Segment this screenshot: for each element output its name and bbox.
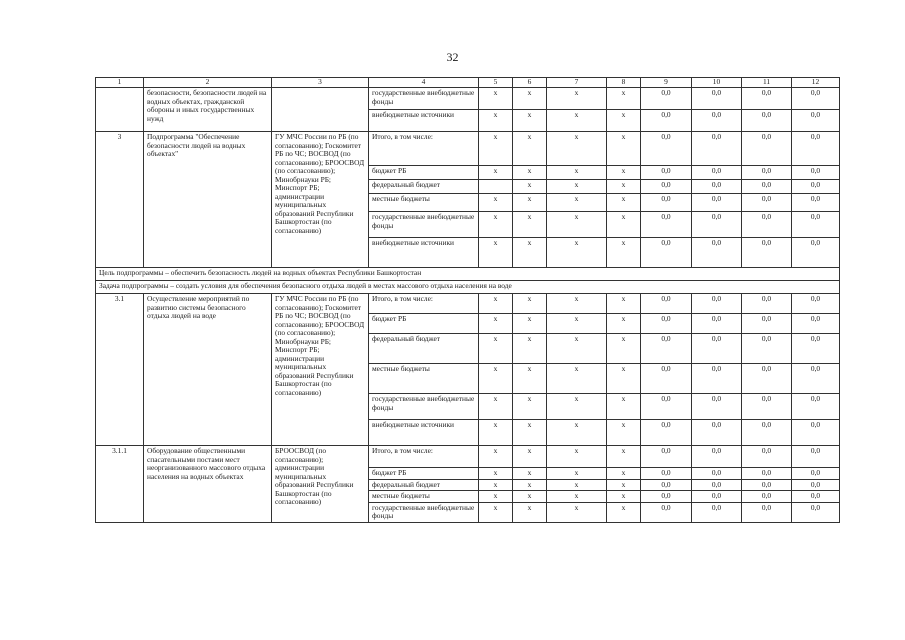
value-cell: x xyxy=(607,420,641,446)
value-cell: x xyxy=(547,420,607,446)
value-cell: 0,0 xyxy=(692,294,742,314)
value-cell: x xyxy=(607,294,641,314)
value-cell: 0,0 xyxy=(742,212,792,238)
value-cell: x xyxy=(547,166,607,180)
value-cell: x xyxy=(607,180,641,194)
value-cell: x xyxy=(607,110,641,132)
value-cell: 0,0 xyxy=(692,166,742,180)
funding-source-cell: местные бюджеты xyxy=(369,491,479,503)
value-cell: x xyxy=(513,88,547,110)
funding-source-cell: бюджет РБ xyxy=(369,166,479,180)
value-cell: x xyxy=(547,314,607,334)
value-cell: 0,0 xyxy=(641,420,692,446)
value-cell: x xyxy=(607,364,641,394)
value-cell: 0,0 xyxy=(792,364,840,394)
subprogram-goal: Цель подпрограммы – обеспечить безопасность людей на водных объектах Республики Башкортостан xyxy=(96,268,840,281)
funding-source-cell: внебюджетные источники xyxy=(369,238,479,268)
funding-source-cell: местные бюджеты xyxy=(369,364,479,394)
value-cell: 0,0 xyxy=(742,394,792,420)
funding-source-cell: федеральный бюджет xyxy=(369,479,479,491)
value-cell: 0,0 xyxy=(692,502,742,522)
value-cell: 0,0 xyxy=(792,314,840,334)
value-cell: x xyxy=(547,180,607,194)
page-number: 32 xyxy=(446,50,459,64)
table-row xyxy=(96,446,840,468)
value-cell: x xyxy=(513,212,547,238)
funding-source-cell: внебюджетные источники xyxy=(369,420,479,446)
value-cell: x xyxy=(547,468,607,480)
value-cell: x xyxy=(513,110,547,132)
value-cell: 0,0 xyxy=(742,479,792,491)
value-cell: x xyxy=(607,468,641,480)
value-cell: x xyxy=(513,394,547,420)
value-cell: x xyxy=(547,238,607,268)
funding-source-cell: Итого, в том числе: xyxy=(369,132,479,166)
value-cell: 0,0 xyxy=(742,364,792,394)
value-cell: 0,0 xyxy=(742,446,792,468)
value-cell: 0,0 xyxy=(692,194,742,212)
value-cell: x xyxy=(513,364,547,394)
value-cell: x xyxy=(513,194,547,212)
value-cell: 0,0 xyxy=(641,468,692,480)
value-cell: 0,0 xyxy=(641,132,692,166)
subprogram-task: Задача подпрограммы – создать условия для обеспечения безопасного отдыха людей в местах массового отдыха населения на воде xyxy=(96,281,840,294)
value-cell: 0,0 xyxy=(792,132,840,166)
activity-name-cell: Подпрограмма "Обеспечение безопасности людей на водных объектах" xyxy=(144,132,272,268)
value-cell: x xyxy=(513,491,547,503)
value-cell: x xyxy=(607,166,641,180)
value-cell: 0,0 xyxy=(641,194,692,212)
value-cell: x xyxy=(513,314,547,334)
value-cell: 0,0 xyxy=(641,88,692,110)
value-cell: x xyxy=(479,314,513,334)
value-cell: x xyxy=(607,314,641,334)
value-cell: x xyxy=(607,502,641,522)
value-cell: 0,0 xyxy=(641,479,692,491)
value-cell: x xyxy=(607,132,641,166)
value-cell: 0,0 xyxy=(641,212,692,238)
executor-cell xyxy=(272,88,369,132)
value-cell: 0,0 xyxy=(692,314,742,334)
value-cell: x xyxy=(513,446,547,468)
value-cell: x xyxy=(607,491,641,503)
value-cell: 0,0 xyxy=(692,420,742,446)
value-cell: 0,0 xyxy=(641,364,692,394)
header-cell: 7 xyxy=(547,78,607,88)
activity-name-cell: безопасности, безопасности людей на водных объектах, гражданской обороны и иных государственных нужд xyxy=(144,88,272,132)
funding-source-cell: государственные внебюджетные фонды xyxy=(369,88,479,110)
value-cell: x xyxy=(607,334,641,364)
value-cell: 0,0 xyxy=(692,394,742,420)
activity-name-cell: Осуществление мероприятий по развитию системы безопасного отдыха людей на воде xyxy=(144,294,272,446)
value-cell: 0,0 xyxy=(792,502,840,522)
header-cell: 12 xyxy=(792,78,840,88)
funding-source-cell: внебюджетные источники xyxy=(369,110,479,132)
table-row xyxy=(96,132,840,166)
value-cell: x xyxy=(479,110,513,132)
row-number-cell: 3.1.1 xyxy=(96,446,144,523)
value-cell: 0,0 xyxy=(641,314,692,334)
value-cell: x xyxy=(547,394,607,420)
value-cell: x xyxy=(607,479,641,491)
value-cell: 0,0 xyxy=(641,446,692,468)
table-row xyxy=(96,294,840,314)
value-cell: x xyxy=(513,180,547,194)
value-cell: x xyxy=(479,491,513,503)
value-cell: 0,0 xyxy=(641,166,692,180)
value-cell: 0,0 xyxy=(792,110,840,132)
funding-source-cell: федеральный бюджет xyxy=(369,334,479,364)
value-cell: x xyxy=(547,294,607,314)
value-cell: x xyxy=(547,334,607,364)
value-cell: 0,0 xyxy=(792,446,840,468)
value-cell: x xyxy=(547,110,607,132)
value-cell: 0,0 xyxy=(742,491,792,503)
value-cell: x xyxy=(607,212,641,238)
row-number-cell xyxy=(96,88,144,132)
value-cell: 0,0 xyxy=(692,446,742,468)
value-cell: x xyxy=(547,491,607,503)
table-body xyxy=(96,78,840,523)
value-cell: x xyxy=(513,479,547,491)
value-cell: 0,0 xyxy=(692,364,742,394)
value-cell: 0,0 xyxy=(742,166,792,180)
header-cell: 3 xyxy=(272,78,369,88)
header-row xyxy=(96,78,840,88)
value-cell: 0,0 xyxy=(742,110,792,132)
value-cell: x xyxy=(479,166,513,180)
value-cell: 0,0 xyxy=(742,468,792,480)
value-cell: 0,0 xyxy=(792,394,840,420)
value-cell: x xyxy=(513,334,547,364)
executor-cell: ГУ МЧС России по РБ (по согласованию); Госкомитет РБ по ЧС; ВОСВОД (по согласованию); БРООСВОД (по согласованию); Минобрнауки РБ; Минспорт РБ; администрации муниципальных образований Республики Башкортостан (по согласованию) xyxy=(272,132,369,268)
value-cell: 0,0 xyxy=(792,479,840,491)
value-cell: 0,0 xyxy=(742,88,792,110)
value-cell: x xyxy=(547,132,607,166)
value-cell: x xyxy=(547,502,607,522)
value-cell: x xyxy=(547,212,607,238)
value-cell: 0,0 xyxy=(692,88,742,110)
row-number-cell: 3 xyxy=(96,132,144,268)
value-cell: 0,0 xyxy=(641,180,692,194)
value-cell: 0,0 xyxy=(792,212,840,238)
value-cell: x xyxy=(607,238,641,268)
value-cell: x xyxy=(607,194,641,212)
value-cell: x xyxy=(479,334,513,364)
value-cell: x xyxy=(513,166,547,180)
header-cell: 10 xyxy=(692,78,742,88)
value-cell: 0,0 xyxy=(641,238,692,268)
header-cell: 5 xyxy=(479,78,513,88)
value-cell: 0,0 xyxy=(742,194,792,212)
header-cell: 6 xyxy=(513,78,547,88)
value-cell: x xyxy=(513,132,547,166)
value-cell: x xyxy=(479,446,513,468)
value-cell: 0,0 xyxy=(641,294,692,314)
value-cell xyxy=(479,180,513,194)
value-cell: x xyxy=(479,502,513,522)
value-cell: x xyxy=(479,212,513,238)
value-cell: x xyxy=(479,88,513,110)
value-cell: 0,0 xyxy=(742,132,792,166)
value-cell: 0,0 xyxy=(792,194,840,212)
value-cell: 0,0 xyxy=(742,314,792,334)
value-cell: 0,0 xyxy=(692,132,742,166)
value-cell: 0,0 xyxy=(792,334,840,364)
value-cell: x xyxy=(547,194,607,212)
table-row xyxy=(96,88,840,110)
funding-source-cell: государственные внебюджетные фонды xyxy=(369,212,479,238)
value-cell: x xyxy=(479,479,513,491)
value-cell: x xyxy=(479,294,513,314)
value-cell: x xyxy=(479,132,513,166)
funding-source-cell: Итого, в том числе: xyxy=(369,294,479,314)
program-table-wrap xyxy=(95,77,839,523)
funding-source-cell: бюджет РБ xyxy=(369,468,479,480)
value-cell: 0,0 xyxy=(792,88,840,110)
value-cell: x xyxy=(547,88,607,110)
value-cell: x xyxy=(479,420,513,446)
value-cell: 0,0 xyxy=(641,491,692,503)
value-cell: 0,0 xyxy=(692,479,742,491)
funding-source-cell: федеральный бюджет xyxy=(369,180,479,194)
funding-source-cell: Итого, в том числе: xyxy=(369,446,479,468)
value-cell: 0,0 xyxy=(641,334,692,364)
row-number-cell: 3.1 xyxy=(96,294,144,446)
value-cell: 0,0 xyxy=(742,180,792,194)
value-cell: x xyxy=(479,194,513,212)
value-cell: 0,0 xyxy=(742,294,792,314)
goal-row xyxy=(96,268,840,281)
value-cell: 0,0 xyxy=(742,238,792,268)
value-cell: 0,0 xyxy=(641,110,692,132)
value-cell: 0,0 xyxy=(742,420,792,446)
value-cell: 0,0 xyxy=(692,238,742,268)
value-cell: x xyxy=(547,364,607,394)
header-cell: 11 xyxy=(742,78,792,88)
value-cell: x xyxy=(547,446,607,468)
value-cell: 0,0 xyxy=(792,420,840,446)
header-cell: 8 xyxy=(607,78,641,88)
value-cell: 0,0 xyxy=(692,491,742,503)
value-cell: x xyxy=(513,294,547,314)
value-cell: 0,0 xyxy=(742,334,792,364)
executor-cell: БРООСВОД (по согласованию); администрации муниципальных образований Республики Башкортостан (по согласованию) xyxy=(272,446,369,523)
value-cell: x xyxy=(479,238,513,268)
value-cell: x xyxy=(607,88,641,110)
funding-source-cell: бюджет РБ xyxy=(369,314,479,334)
value-cell: 0,0 xyxy=(692,110,742,132)
header-cell: 2 xyxy=(144,78,272,88)
value-cell: x xyxy=(513,502,547,522)
value-cell: x xyxy=(607,394,641,420)
value-cell: x xyxy=(547,479,607,491)
executor-cell: ГУ МЧС России по РБ (по согласованию); Госкомитет РБ по ЧС; ВОСВОД (по согласованию); БРООСВОД (по согласованию); Минобрнауки РБ; Минспорт РБ; администрации муниципальных образований Республики Башкортостан (по согласованию) xyxy=(272,294,369,446)
value-cell: x xyxy=(479,468,513,480)
value-cell: 0,0 xyxy=(792,468,840,480)
value-cell: x xyxy=(479,394,513,420)
value-cell: 0,0 xyxy=(641,502,692,522)
value-cell: 0,0 xyxy=(692,468,742,480)
value-cell: x xyxy=(513,468,547,480)
header-cell: 1 xyxy=(96,78,144,88)
value-cell: 0,0 xyxy=(692,334,742,364)
value-cell: 0,0 xyxy=(742,502,792,522)
value-cell: x xyxy=(479,364,513,394)
value-cell: 0,0 xyxy=(792,491,840,503)
value-cell: 0,0 xyxy=(692,212,742,238)
activity-name-cell: Оборудование общественными спасательными постами мест неорганизованного массового отдыха населения на водных объектах xyxy=(144,446,272,523)
value-cell: x xyxy=(513,420,547,446)
header-cell: 9 xyxy=(641,78,692,88)
value-cell: 0,0 xyxy=(792,180,840,194)
value-cell: x xyxy=(607,446,641,468)
value-cell: 0,0 xyxy=(692,180,742,194)
value-cell: 0,0 xyxy=(792,166,840,180)
funding-source-cell: государственные внебюджетные фонды xyxy=(369,502,479,522)
value-cell: 0,0 xyxy=(792,238,840,268)
funding-source-cell: государственные внебюджетные фонды xyxy=(369,394,479,420)
task-row xyxy=(96,281,840,294)
header-cell: 4 xyxy=(369,78,479,88)
value-cell: x xyxy=(513,238,547,268)
funding-source-cell: местные бюджеты xyxy=(369,194,479,212)
value-cell: 0,0 xyxy=(641,394,692,420)
program-table xyxy=(95,77,840,523)
value-cell: 0,0 xyxy=(792,294,840,314)
